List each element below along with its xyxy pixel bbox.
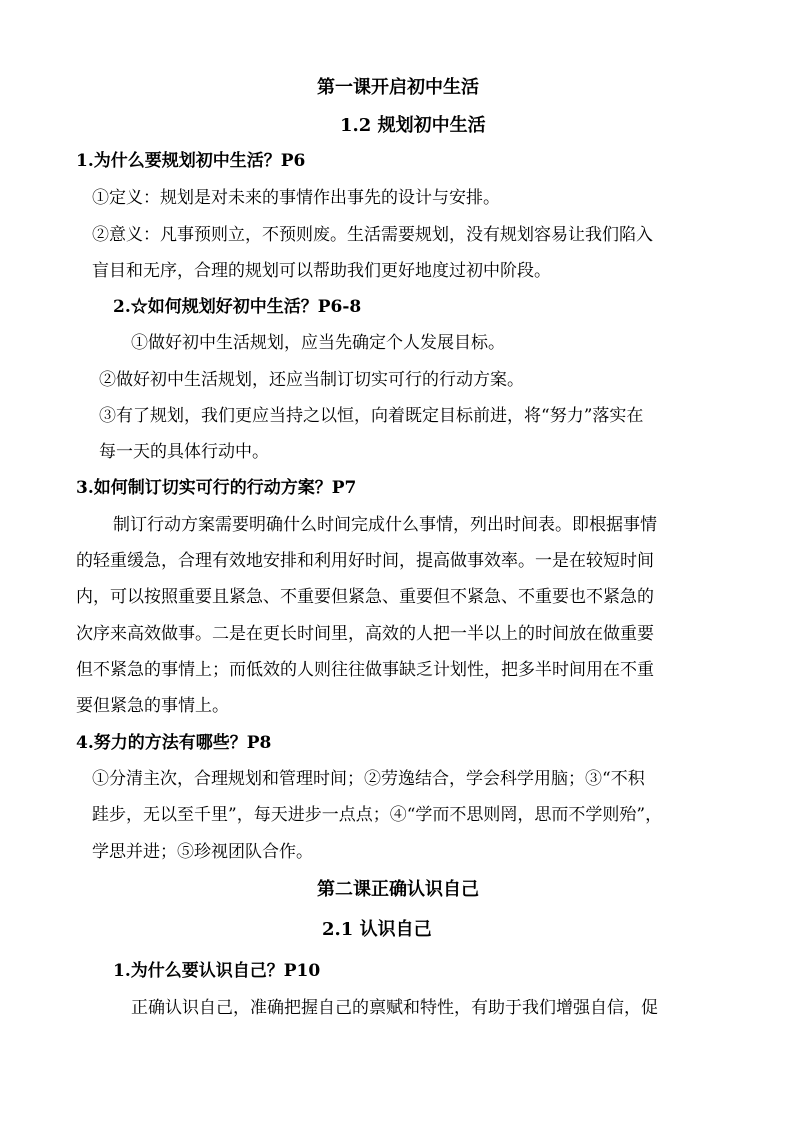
paragraph-plan-3-line1: ③有了规划，我们更应当持之以恒，向着既定目标前进，将“努力”落实在: [99, 406, 644, 426]
paragraph-definition: ①定义：规划是对未来的事情作出事先的设计与安排。: [92, 188, 500, 208]
question-heading-2: 2.☆如何规划好初中生活？P6-8: [113, 297, 362, 317]
paragraph-line: 的轻重缓急，合理有效地安排和利用好时间，提高做事效率。一是在较短时间: [76, 551, 654, 571]
question-heading-3: 3.如何制订切实可行的行动方案？P7: [76, 478, 357, 498]
paragraph-significance-line1: ②意义：凡事预则立，不预则废。生活需要规划，没有规划容易让我们陷入: [92, 225, 653, 245]
paragraph-line: 正确认识自己，准确把握自己的禀赋和特性，有助于我们增强自信，促: [131, 998, 658, 1018]
paragraph-plan-3-line2: 每一天的具体行动中。: [99, 442, 269, 462]
question-heading-4: 4.努力的方法有哪些？P8: [76, 733, 272, 753]
lesson1-subtitle: 1.2 规划初中生活: [340, 115, 486, 136]
paragraph-line: ①分清主次，合理规划和管理时间；②劳逸结合，学会科学用脑；③“不积: [92, 769, 645, 789]
lesson1-title: 第一课开启初中生活: [317, 77, 479, 98]
question-heading-1: 1.为什么要规划初中生活？P6: [76, 151, 306, 171]
lesson2-subtitle: 2.1 认识自己: [322, 919, 432, 940]
question-heading-5: 1.为什么要认识自己？P10: [113, 961, 321, 981]
paragraph-plan-1: ①做好初中生活规划，应当先确定个人发展目标。: [131, 333, 505, 353]
paragraph-line: 要但紧急的事情上。: [76, 696, 229, 716]
paragraph-significance-line2: 盲目和无序，合理的规划可以帮助我们更好地度过初中阶段。: [92, 261, 551, 281]
paragraph-line: 但不紧急的事情上；而低效的人则往往做事缺乏计划性，把多半时间用在不重: [76, 660, 654, 680]
paragraph-line: 学思并进；⑤珍视团队合作。: [92, 842, 313, 862]
paragraph-line: 次序来高效做事。二是在更长时间里，高效的人把一半以上的时间放在做重要: [76, 624, 654, 644]
paragraph-line: 内，可以按照重要且紧急、不重要但紧急、重要但不紧急、不重要也不紧急的: [76, 587, 654, 607]
paragraph-line: 跬步，无以至千里”，每天进步一点点；④“学而不思则罔，思而不学则殆”，: [92, 805, 663, 825]
lesson2-title: 第二课正确认识自己: [317, 879, 479, 900]
paragraph-line: 制订行动方案需要明确什么时间完成什么事情，列出时间表。即根据事情: [113, 515, 657, 535]
paragraph-plan-2: ②做好初中生活规划，还应当制订切实可行的行动方案。: [99, 370, 524, 390]
